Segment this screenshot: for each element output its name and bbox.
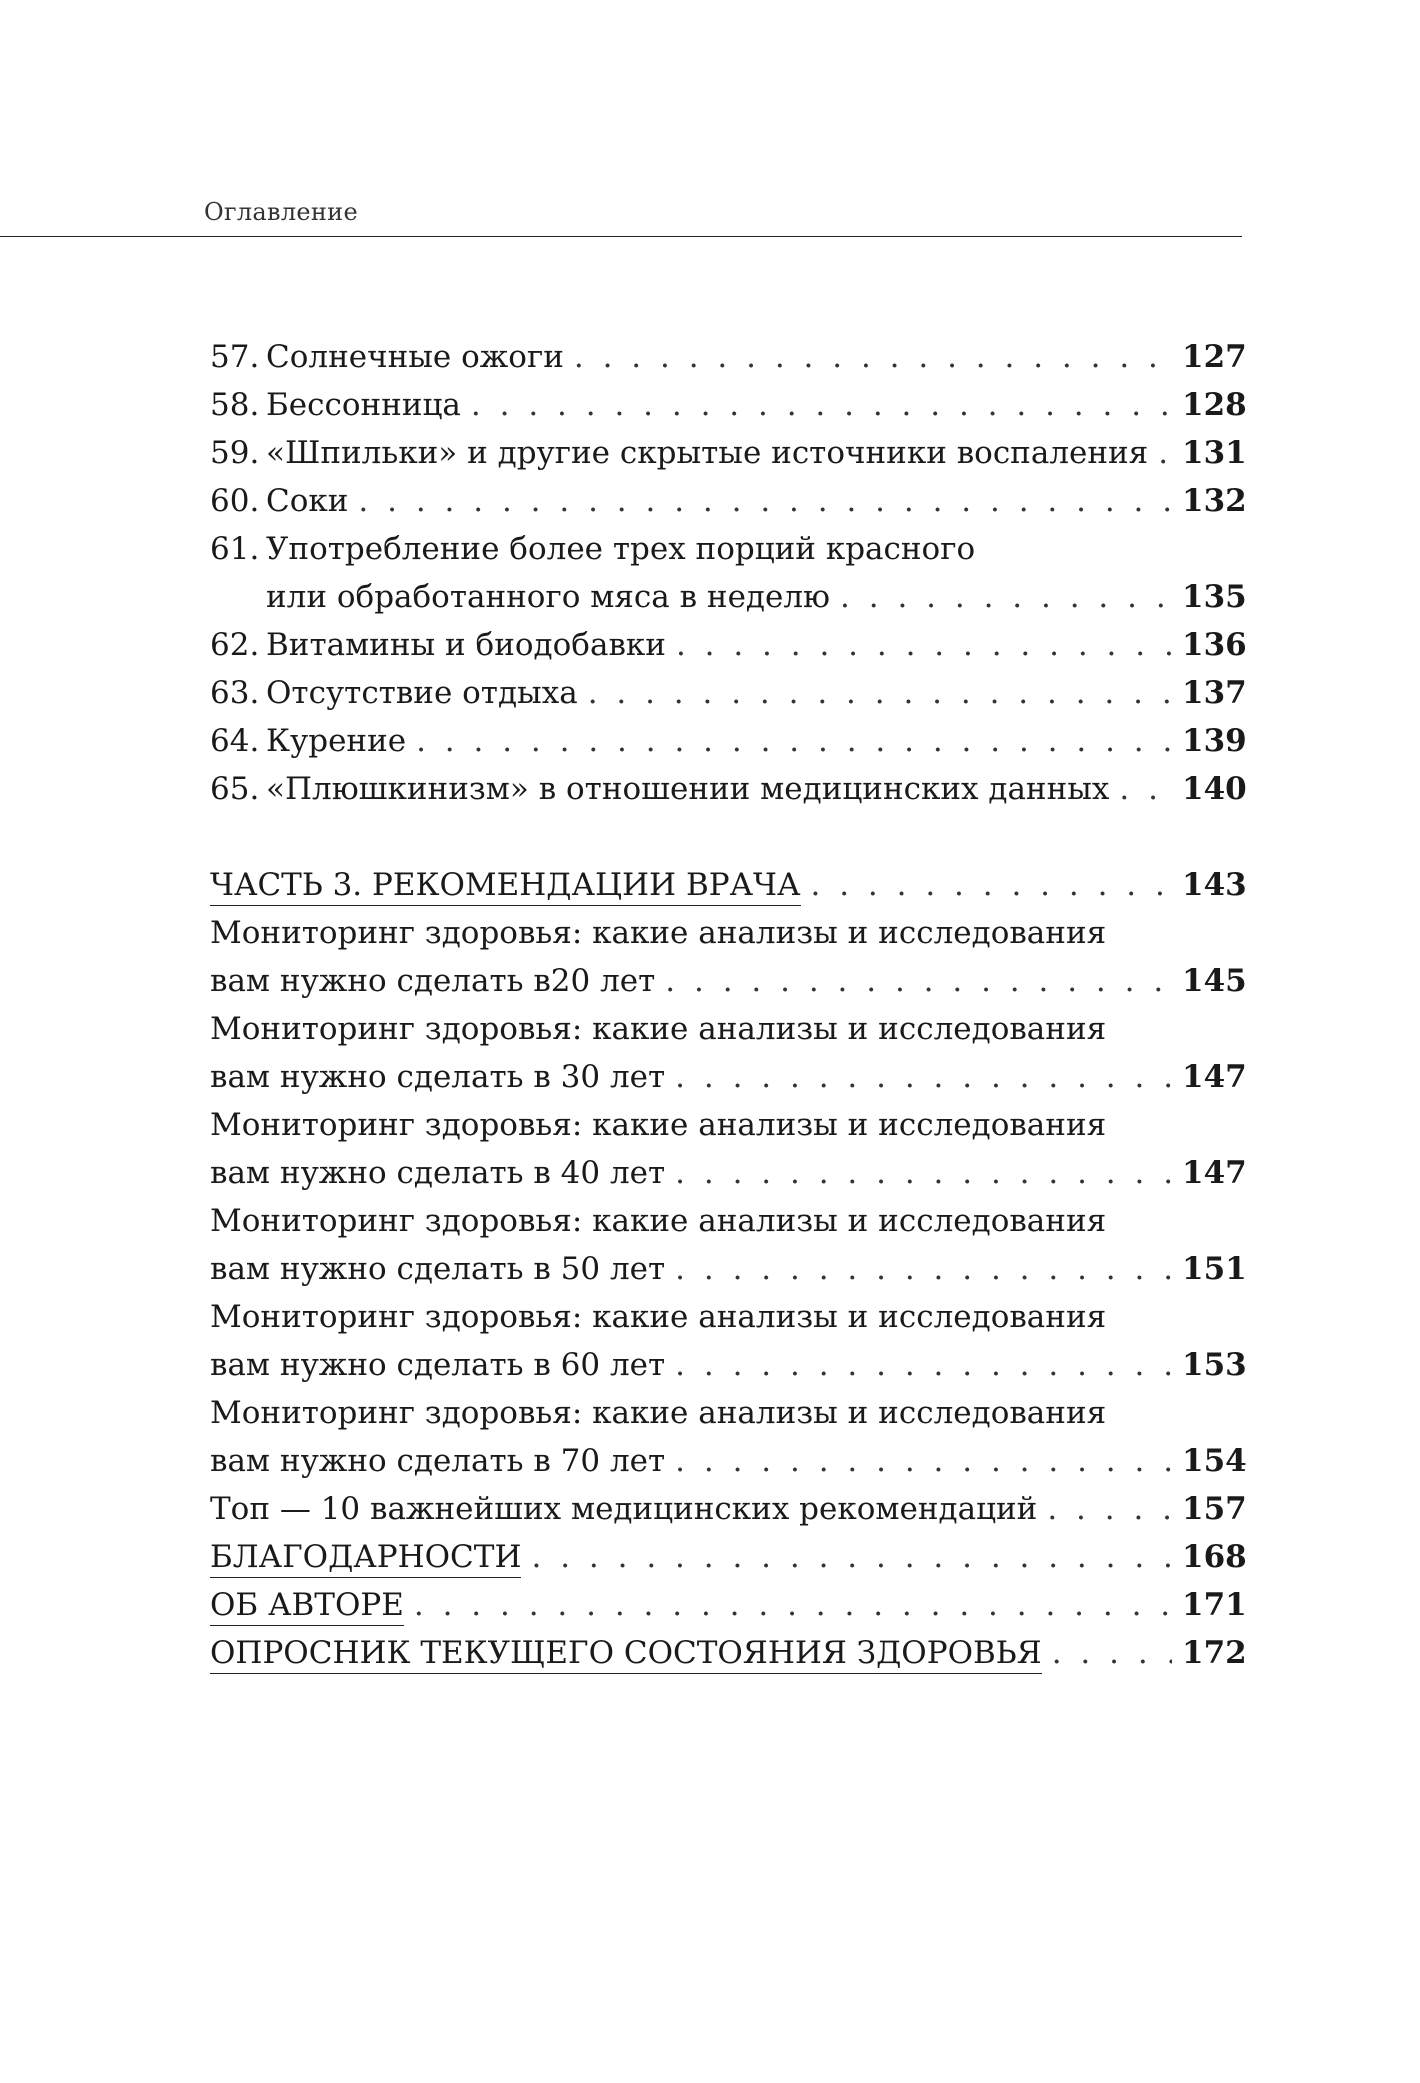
toc-section-questionnaire[interactable]	[204, 1629, 1247, 1677]
header-rule	[0, 236, 1242, 237]
entry-title-line2: вам нужно сделать в20 лет	[210, 963, 656, 999]
toc-entry-monitoring-30[interactable]	[204, 1005, 1247, 1101]
page-number: 128	[1182, 387, 1247, 423]
page-number: 127	[1182, 339, 1247, 375]
entry-title-line2: вам нужно сделать в 60 лет	[210, 1347, 666, 1383]
dot-leader	[414, 1581, 1172, 1629]
entry-title: Курение	[266, 723, 407, 759]
toc-entry-monitoring-70[interactable]	[204, 1389, 1247, 1485]
page-number: 147	[1182, 1155, 1247, 1191]
page-number: 135	[1182, 579, 1247, 615]
toc-section-part3[interactable]	[204, 861, 1247, 909]
page-number: 147	[1182, 1059, 1247, 1095]
toc-entry-57[interactable]	[204, 333, 1247, 381]
toc-entry-62[interactable]	[204, 621, 1247, 669]
entry-title-line1: Мониторинг здоровья: какие анализы и исследования	[210, 1011, 1107, 1047]
entry-title-line1: Употребление более трех порций красного	[266, 531, 976, 567]
section-title: ЧАСТЬ 3. РЕКОМЕНДАЦИИ ВРАЧА	[210, 865, 801, 906]
dot-leader	[471, 381, 1172, 429]
toc-entry-monitoring-20[interactable]	[204, 909, 1247, 1005]
toc-entry-61[interactable]	[204, 525, 1247, 621]
section-gap	[204, 813, 1242, 861]
dot-leader	[1052, 1629, 1172, 1677]
page-number: 145	[1182, 963, 1247, 999]
entry-title: Отсутствие отдыха	[266, 675, 578, 711]
dot-leader	[840, 573, 1172, 621]
page-number: 131	[1182, 435, 1247, 471]
table-of-contents	[204, 333, 1247, 1677]
entry-title: «Шпильки» и другие скрытые источники воспаления	[266, 435, 1149, 471]
entry-title-line2: вам нужно сделать в 30 лет	[210, 1059, 666, 1095]
entry-title: Соки	[266, 483, 349, 519]
dot-leader	[811, 861, 1173, 909]
page-number: 132	[1182, 483, 1247, 519]
entry-title-line1: Мониторинг здоровья: какие анализы и исследования	[210, 1395, 1107, 1431]
dot-leader	[531, 1533, 1172, 1581]
entry-number: 65.	[210, 771, 260, 807]
page-number: 157	[1182, 1491, 1247, 1527]
page-number: 154	[1182, 1443, 1247, 1479]
entry-number: 60.	[210, 483, 260, 519]
page-number: 143	[1182, 867, 1247, 903]
entry-title-line1: Мониторинг здоровья: какие анализы и исследования	[210, 1107, 1107, 1143]
page-number: 171	[1182, 1587, 1247, 1623]
entry-title-line2: вам нужно сделать в 50 лет	[210, 1251, 666, 1287]
dot-leader	[675, 1437, 1172, 1485]
toc-section-acknowledgements[interactable]	[204, 1533, 1247, 1581]
entry-title: Бессонница	[266, 387, 461, 423]
section-title: БЛАГОДАРНОСТИ	[210, 1537, 521, 1578]
page-number: 153	[1182, 1347, 1247, 1383]
entry-title-line2: или обработанного мяса в неделю	[266, 579, 831, 615]
toc-entry-63[interactable]	[204, 669, 1247, 717]
page-number: 140	[1182, 771, 1247, 807]
dot-leader	[574, 333, 1172, 381]
entry-title-line1: Мониторинг здоровья: какие анализы и исследования	[210, 915, 1107, 951]
dot-leader	[675, 1053, 1172, 1101]
toc-section-about-author[interactable]	[204, 1581, 1247, 1629]
dot-leader	[675, 1149, 1172, 1197]
page-number: 168	[1182, 1539, 1247, 1575]
dot-leader	[665, 957, 1172, 1005]
page-number: 139	[1182, 723, 1247, 759]
running-head-title: Оглавление	[204, 198, 358, 226]
section-title: ОБ АВТОРЕ	[210, 1585, 404, 1626]
toc-entry-58[interactable]	[204, 381, 1247, 429]
entry-number: 64.	[210, 723, 260, 759]
toc-entry-monitoring-40[interactable]	[204, 1101, 1247, 1197]
dot-leader	[358, 477, 1172, 525]
toc-entry-60[interactable]	[204, 477, 1247, 525]
entry-title-line2: вам нужно сделать в 70 лет	[210, 1443, 666, 1479]
entry-title: «Плюшкинизм» в отношении медицинских данных	[266, 771, 1110, 807]
entry-title: Витамины и биодобавки	[266, 627, 666, 663]
dot-leader	[1158, 429, 1172, 477]
toc-entry-64[interactable]	[204, 717, 1247, 765]
page-number: 172	[1182, 1635, 1247, 1671]
entry-title-line1: Мониторинг здоровья: какие анализы и исследования	[210, 1299, 1107, 1335]
entry-title-line1: Мониторинг здоровья: какие анализы и исследования	[210, 1203, 1107, 1239]
entry-number: 63.	[210, 675, 260, 711]
entry-number: 59.	[210, 435, 260, 471]
dot-leader	[675, 1245, 1172, 1293]
entry-number: 57.	[210, 339, 260, 375]
entry-number: 61.	[210, 531, 260, 567]
toc-entry-top10[interactable]	[204, 1485, 1247, 1533]
dot-leader	[588, 669, 1172, 717]
toc-entry-monitoring-60[interactable]	[204, 1293, 1247, 1389]
dot-leader	[676, 621, 1172, 669]
page-number: 151	[1182, 1251, 1247, 1287]
page-number: 136	[1182, 627, 1247, 663]
dot-leader	[1047, 1485, 1172, 1533]
section-title: ОПРОСНИК ТЕКУЩЕГО СОСТОЯНИЯ ЗДОРОВЬЯ	[210, 1633, 1042, 1674]
entry-number: 58.	[210, 387, 260, 423]
toc-entry-monitoring-50[interactable]	[204, 1197, 1247, 1293]
entry-title: Топ — 10 важнейших медицинских рекомендаций	[210, 1491, 1038, 1527]
entry-title-line2: вам нужно сделать в 40 лет	[210, 1155, 666, 1191]
dot-leader	[1119, 765, 1172, 813]
entry-number: 62.	[210, 627, 260, 663]
toc-entry-59[interactable]	[204, 429, 1247, 477]
dot-leader	[675, 1341, 1172, 1389]
entry-title: Солнечные ожоги	[266, 339, 564, 375]
page-number: 137	[1182, 675, 1247, 711]
toc-entry-65[interactable]	[204, 765, 1247, 813]
dot-leader	[416, 717, 1172, 765]
